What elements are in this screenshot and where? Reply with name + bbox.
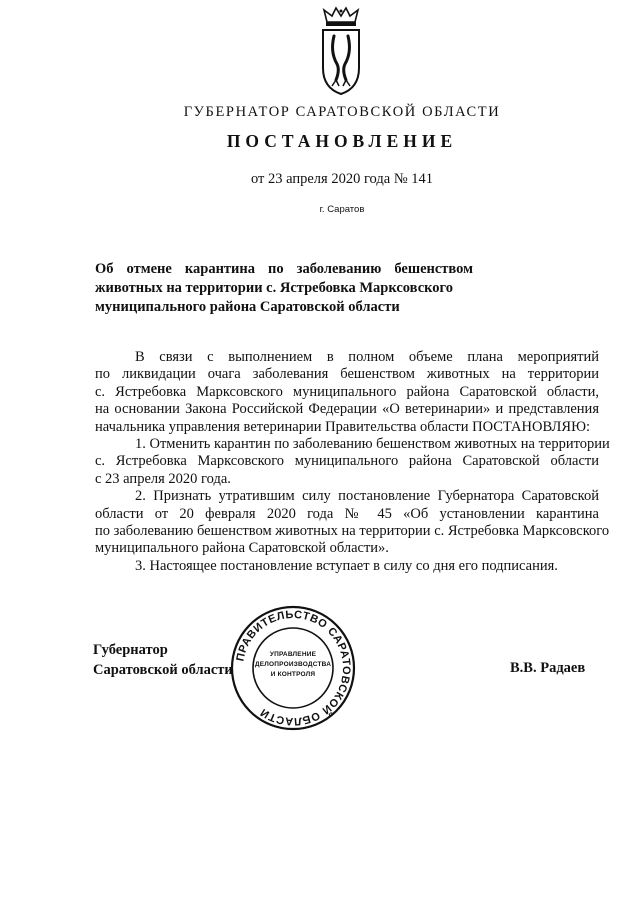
body-line: области от 20 февраля 2020 года № 45 «Об установлении карантина [95,505,599,522]
saratov-coat-of-arms-icon [318,6,364,98]
subject-line: животных на территории с. Ястребовка Марксовского [95,280,454,296]
clause-2: 2. Признать утратившим силу постановление Губернатора Саратовской [135,488,599,505]
seal-center-line: ДЕЛОПРОИЗВОДСТВА [254,661,332,668]
seal-center-line: И КОНТРОЛЯ [270,671,316,678]
seal-center-text [229,650,357,680]
body-line: на основании Закона Российской Федерации «О ветеринарии» и представления [95,401,599,418]
body-line: муниципального района Саратовской области». [95,540,389,557]
seal-ring-text: ПРАВИТЕЛЬСТВО САРАТОВСКОЙ ОБЛАСТИ [234,608,353,728]
document-date-number: от 23 апреля 2020 года № 141 [250,171,434,187]
issuing-authority: ГУБЕРНАТОР САРАТОВСКОЙ ОБЛАСТИ [183,104,501,120]
body-line: по ликвидации очага заболевания бешенством животных на территории [95,366,599,383]
subject-line: муниципального района Саратовской области [95,299,400,315]
body-line: начальника управления ветеринарии Правительства области ПОСТАНОВЛЯЮ: [95,418,590,435]
clause-1: 1. Отменить карантин по заболеванию бешенством животных на территории [135,436,610,453]
signatory-position [93,640,233,680]
clause-3: 3. Настоящее постановление вступает в силу со дня его подписания. [135,557,558,574]
body-line: В связи с выполнением в полном объеме плана мероприятий [135,349,599,365]
document-subject [95,260,473,317]
body-line: с. Ястребовка Марксовского муниципального района Саратовской области [95,453,599,470]
body-line: с. Ястребовка Марксовского муниципального района Саратовской области, [95,383,599,400]
document-type-title: ПОСТАНОВЛЕНИЕ [226,131,458,151]
subject-line: Об отмене карантина по заболеванию бешенством [95,261,473,277]
document-city: г. Саратов [319,204,365,215]
seal-center-line: УПРАВЛЕНИЕ [269,651,317,658]
signatory-position-line: Губернатор [93,642,168,658]
signatory-position-line: Саратовской области [93,662,233,678]
document-body [95,349,610,575]
signatory-name: В.В. Радаев [510,660,586,676]
body-line: с 23 апреля 2020 года. [95,470,231,487]
body-line: по заболеванию бешенством животных на территории с. Ястребовка Марксовского [95,523,610,540]
